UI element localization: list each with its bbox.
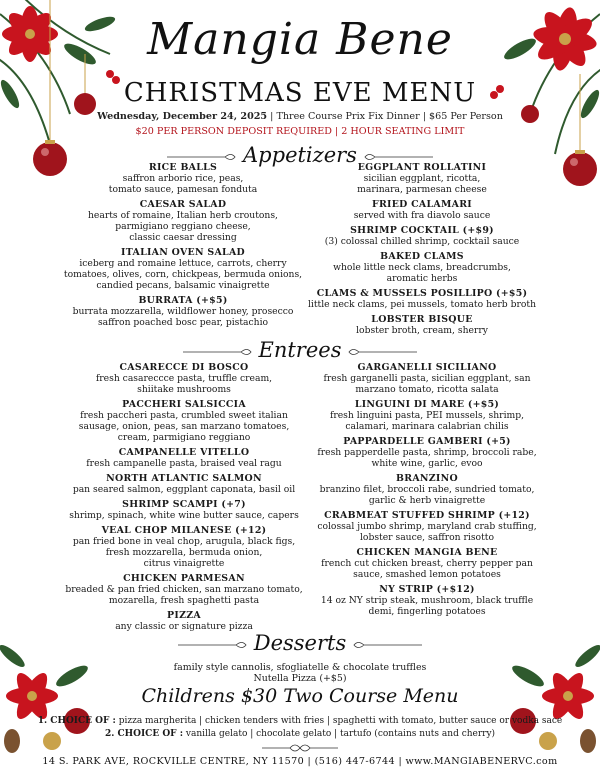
- menu-item-description: fresh campanelle pasta, braised veal ragu: [86, 458, 282, 469]
- menu-item-description: candied pecans, balsamic vinaigrette: [96, 280, 270, 291]
- entrees-heading: [0, 338, 600, 362]
- desserts-title: Desserts: [253, 631, 347, 655]
- flourish-divider-icon: [178, 640, 248, 650]
- flourish-divider-icon: [352, 640, 422, 650]
- menu-item: [304, 314, 540, 336]
- entrees-right-column: [308, 362, 546, 621]
- restaurant-contact-footer: 14 S. PARK AVE, ROCKVILLE CENTRE, NY 11570 | (516) 447-6744 | www.MANGIABENERVC.com: [42, 756, 558, 767]
- menu-item: [60, 162, 306, 195]
- menu-item-name: BRANZINO: [396, 473, 458, 484]
- menu-item: [62, 610, 306, 632]
- menu-item: [308, 362, 546, 395]
- menu-item-description: breaded & pan fried chicken, san marzano tomato,: [65, 584, 303, 595]
- entrees-left-column: [62, 362, 306, 636]
- dessert-addon: Nutella Pizza (+$5): [253, 673, 347, 684]
- restaurant-name: Mangia Bene: [147, 14, 453, 65]
- choice-1-options: pizza margherita | chicken tenders with fries | spaghetti with tomato, butter sauce or vodka sace: [115, 716, 563, 726]
- menu-item-description: white wine, garlic, evoo: [371, 458, 483, 469]
- flourish-divider-icon: [260, 742, 340, 754]
- menu-item-description: sauce, smashed lemon potatoes: [353, 569, 501, 580]
- menu-item-description: shrimp, spinach, white wine butter sauce, capers: [69, 510, 299, 521]
- menu-item: [62, 399, 306, 443]
- menu-subtitle: [0, 111, 600, 122]
- menu-item-name: CAESAR SALAD: [139, 199, 227, 210]
- desserts-heading: [0, 631, 600, 655]
- menu-item: [304, 225, 540, 247]
- menu-item: [62, 573, 306, 606]
- menu-item-description: parmigiano reggiano cheese,: [115, 221, 251, 232]
- menu-item-name: CLAMS & MUSSELS POSILLIPO (+$5): [316, 288, 528, 299]
- menu-item-name: BAKED CLAMS: [380, 251, 464, 262]
- menu-item: [62, 362, 306, 395]
- menu-item-description: any classic or signature pizza: [115, 621, 253, 632]
- flourish-divider-icon: [363, 152, 433, 162]
- menu-item: [60, 295, 306, 328]
- menu-item-name: LINGUINI DI MARE (+$5): [354, 399, 500, 410]
- menu-item-description: tomato sauce, pamesan fonduta: [108, 184, 258, 195]
- menu-item-description: colossal jumbo shrimp, maryland crab stuffing,: [317, 521, 537, 532]
- menu-item-description: fresh garganelli pasta, sicilian eggplant, san: [323, 373, 531, 384]
- dessert-description: family style cannolis, sfogliatelle & chocolate truffles: [173, 662, 427, 673]
- menu-item: [304, 199, 540, 221]
- menu-item: [304, 288, 540, 310]
- menu-item: [304, 162, 540, 195]
- menu-item: [62, 473, 306, 495]
- menu-item-name: EGGPLANT ROLLATINI: [357, 162, 487, 173]
- menu-item-description: mozarella, fresh spaghetti pasta: [108, 595, 260, 606]
- menu-item-description: iceberg and romaine lettuce, carrots, cherry: [79, 258, 287, 269]
- dinner-details: | Three Course Prix Fix Dinner | $65 Per Person: [267, 111, 503, 122]
- menu-item-description: shiitake mushrooms: [137, 384, 231, 395]
- menu-item-description: marzano tomato, ricotta salata: [355, 384, 499, 395]
- appetizers-title: Appetizers: [243, 143, 357, 167]
- menu-item-description: demi, fingerling potatoes: [368, 606, 486, 617]
- menu-item-name: ITALIAN OVEN SALAD: [121, 247, 245, 258]
- flourish-divider-icon: [347, 347, 417, 357]
- menu-item-description: marinara, parmesan cheese: [357, 184, 487, 195]
- entrees-title: Entrees: [258, 338, 342, 362]
- menu-item: [304, 251, 540, 284]
- menu-item: [308, 399, 546, 432]
- childrens-choice-1: [0, 716, 600, 727]
- menu-item: [308, 473, 546, 506]
- menu-item-description: saffron arborio rice, peas,: [122, 173, 244, 184]
- appetizers-left-column: [60, 162, 306, 332]
- menu-item-name: RICE BALLS: [148, 162, 218, 173]
- menu-item-description: (3) colossal chilled shrimp, cocktail sauce: [324, 236, 520, 247]
- menu-item-description: pan seared salmon, eggplant caponata, basil oil: [72, 484, 296, 495]
- menu-item-description: calamari, marinara calabrian chilis: [345, 421, 509, 432]
- menu-item: [308, 510, 546, 543]
- menu-item-description: hearts of romaine, Italian herb croutons,: [88, 210, 278, 221]
- menu-item-name: NY STRIP (+$12): [379, 584, 475, 595]
- menu-item-description: lobster sauce, saffron risotto: [359, 532, 494, 543]
- childrens-choice-2: [0, 729, 600, 740]
- menu-item-description: tomatoes, olives, corn, chickpeas, bermuda onions,: [63, 269, 303, 280]
- deposit-notice: $20 PER PERSON DEPOSIT REQUIRED | 2 HOUR SEATING LIMIT: [135, 126, 465, 137]
- menu-item-name: CRABMEAT STUFFED SHRIMP (+12): [324, 510, 530, 521]
- menu-item-description: cream, parmigiano reggiano: [117, 432, 251, 443]
- menu-item-name: SHRIMP COCKTAIL (+$9): [350, 225, 494, 236]
- menu-item-description: citrus vinaigrette: [143, 558, 225, 569]
- menu-item-description: fresh papperdelle pasta, shrimp, broccoli rabe,: [317, 447, 537, 458]
- choice-2-options: vanilla gelato | chocolate gelato | tartufo (contains nuts and cherry): [183, 729, 496, 739]
- menu-item-name: GARGANELLI SICILIANO: [357, 362, 497, 373]
- menu-item: [62, 525, 306, 569]
- menu-item-description: burrata mozzarella, wildflower honey, prosecco: [72, 306, 294, 317]
- menu-item-description: sicilian eggplant, ricotta,: [363, 173, 481, 184]
- menu-item: [62, 499, 306, 521]
- event-date: Wednesday, December 24, 2025: [97, 111, 268, 122]
- menu-item-name: PACCHERI SALSICCIA: [122, 399, 246, 410]
- menu-item-name: NORTH ATLANTIC SALMON: [106, 473, 262, 484]
- menu-item-description: classic caesar dressing: [129, 232, 237, 243]
- menu-item-description: branzino filet, broccoli rabe, sundried tomato,: [319, 484, 535, 495]
- menu-item-description: 14 oz NY strip steak, mushroom, black truffle: [320, 595, 534, 606]
- menu-item-description: saffron poached bosc pear, pistachio: [97, 317, 269, 328]
- menu-item-description: garlic & herb vinaigrette: [368, 495, 486, 506]
- menu-item-name: CASARECCE DI BOSCO: [119, 362, 249, 373]
- menu-item-description: fresh paccheri pasta, crumbled sweet italian: [80, 410, 288, 421]
- menu-item-name: CAMPANELLE VITELLO: [118, 447, 250, 458]
- menu-item-name: VEAL CHOP MILANESE (+12): [101, 525, 267, 536]
- menu-item-name: FRIED CALAMARI: [371, 199, 472, 210]
- menu-item-description: little neck clams, pei mussels, tomato herb broth: [307, 299, 537, 310]
- menu-item-name: BURRATA (+$5): [138, 295, 228, 306]
- flourish-divider-icon: [167, 152, 237, 162]
- menu-item: [60, 199, 306, 243]
- menu-item-name: CHICKEN PARMESAN: [123, 573, 245, 584]
- menu-item: [60, 247, 306, 291]
- menu-item: [308, 436, 546, 469]
- menu-item-name: LOBSTER BISQUE: [371, 314, 473, 325]
- menu-item-description: whole little neck clams, breadcrumbs,: [333, 262, 511, 273]
- menu-item-description: sausage, onion, peas, san marzano tomatoes,: [78, 421, 290, 432]
- menu-item-description: french cut chicken breast, cherry pepper pan: [321, 558, 533, 569]
- menu-item-description: fresh linguini pasta, PEI mussels, shrimp,: [329, 410, 525, 421]
- menu-title: CHRISTMAS EVE MENU: [123, 78, 477, 108]
- choice-1-label: 1. CHOICE OF :: [37, 716, 116, 726]
- menu-item-description: fresh casareccce pasta, truffle cream,: [95, 373, 273, 384]
- appetizers-right-column: [304, 162, 540, 340]
- childrens-menu-heading: Childrens $30 Two Course Menu: [141, 685, 459, 707]
- menu-item-name: PIZZA: [167, 610, 201, 621]
- menu-item-name: SHRIMP SCAMPI (+7): [122, 499, 246, 510]
- menu-item-description: served with fra diavolo sauce: [353, 210, 491, 221]
- menu-item-name: CHICKEN MANGIA BENE: [356, 547, 498, 558]
- menu-item-description: aromatic herbs: [386, 273, 458, 284]
- choice-2-label: 2. CHOICE OF :: [104, 729, 184, 739]
- menu-item: [308, 547, 546, 580]
- menu-item: [62, 447, 306, 469]
- menu-item-name: PAPPARDELLE GAMBERI (+5): [343, 436, 511, 447]
- menu-item-description: lobster broth, cream, sherry: [356, 325, 488, 336]
- menu-item-description: fresh mozzarella, bermuda onion,: [105, 547, 263, 558]
- flourish-divider-icon: [183, 347, 253, 357]
- menu-item: [308, 584, 546, 617]
- menu-item-description: pan fried bone in veal chop, arugula, black figs,: [72, 536, 296, 547]
